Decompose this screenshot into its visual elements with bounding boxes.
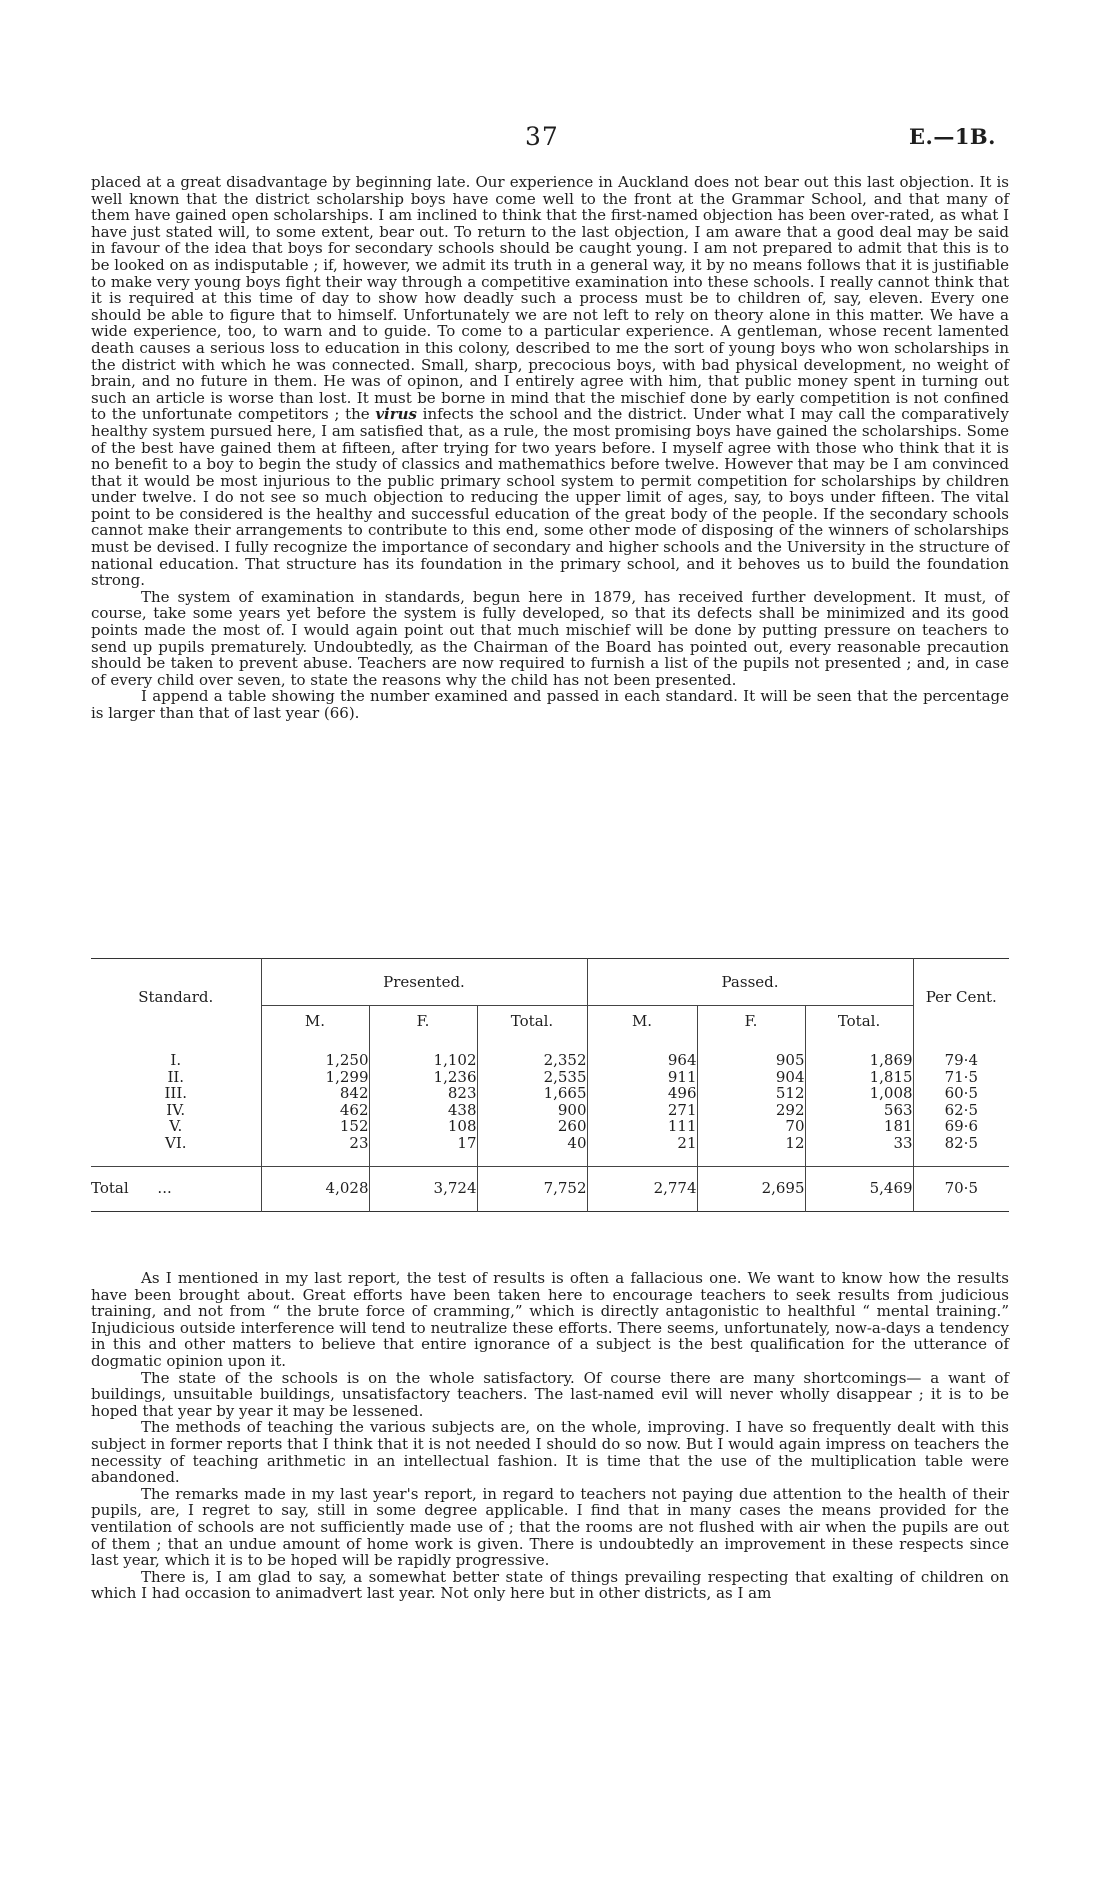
cell-total-label: Total ... <box>91 1166 261 1211</box>
table-row <box>91 1135 1009 1166</box>
cell-presented-m: 1,299 <box>261 1069 369 1086</box>
standards-results-table <box>91 958 1009 1212</box>
header-presented-m: M. <box>261 1006 369 1037</box>
header-standard: Standard. <box>138 988 214 1007</box>
cell-presented-total: 2,352 <box>477 1036 587 1069</box>
cell-per-cent: 62·5 <box>913 1102 1009 1119</box>
cell-presented-f: 108 <box>369 1118 477 1135</box>
text-block-bottom <box>91 1270 1009 1602</box>
standards-table-wrapper <box>91 958 1009 1212</box>
paragraph: I append a table showing the number examined and passed in each standard. It will be seen that the percentage is larger than that of last year (66). <box>91 687 1009 722</box>
italic-term: virus <box>375 405 417 424</box>
table-row <box>91 1102 1009 1119</box>
cell-passed-f: 904 <box>697 1069 805 1086</box>
header-passed-total: Total. <box>805 1006 913 1037</box>
cell-passed-total: 1,008 <box>805 1085 913 1102</box>
table-row <box>91 1069 1009 1086</box>
header-passed-f: F. <box>697 1006 805 1037</box>
cell-passed-m: 911 <box>587 1069 697 1086</box>
cell-passed-m: 496 <box>587 1085 697 1102</box>
header-presented: Presented. <box>261 959 587 1006</box>
cell-passed-f: 905 <box>697 1036 805 1069</box>
cell-passed-f: 12 <box>697 1135 805 1166</box>
cell-passed-f: 512 <box>697 1085 805 1102</box>
cell-passed-total: 181 <box>805 1118 913 1135</box>
header-presented-total: Total. <box>477 1006 587 1037</box>
cell-presented-m: 1,250 <box>261 1036 369 1069</box>
cell-presented-m: 23 <box>261 1135 369 1166</box>
paragraph: The remarks made in my last year's report, in regard to teachers not paying due attention to the health of their pupils, are, I regret to say, still in some degree applicable. I find that in many cases the means provided for the ventilation of schools are not sufficiently made use of ; that the rooms are not flushed with air when the pupils are out of them ; that an undue amount of home work is given. There is undoubtedly an improvement in these respects since last year, which it is to be hoped will be rapidly progressive. <box>91 1484 1009 1570</box>
cell-standard: VI. <box>164 1133 187 1152</box>
document-reference: E.—1B. <box>909 124 996 149</box>
header-passed-m: M. <box>587 1006 697 1037</box>
cell-presented-f: 1,236 <box>369 1069 477 1086</box>
paragraph: The state of the schools is on the whole satisfactory. Of course there are many shortcomings— a want of buildings, unsuitable buildings, unsatisfactory teachers. The last-named evil will never wholly disappear ; it is to be hoped that year by year it may be lessened. <box>91 1368 1009 1420</box>
cell-per-cent: 71·5 <box>913 1069 1009 1086</box>
cell-presented-f: 1,102 <box>369 1036 477 1069</box>
cell-per-cent: 60·5 <box>913 1085 1009 1102</box>
cell-passed-total: 33 <box>805 1135 913 1166</box>
cell-total-per-cent: 70·5 <box>913 1166 1009 1211</box>
cell-passed-total: 1,869 <box>805 1036 913 1069</box>
paragraph: There is, I am glad to say, a somewhat better state of things prevailing respecting that exalting of children on which I had occasion to animadvert last year. Not only here but in other districts, as I am <box>91 1567 1009 1603</box>
cell-presented-f: 823 <box>369 1085 477 1102</box>
cell-passed-total: 563 <box>805 1102 913 1119</box>
cell-passed-f: 70 <box>697 1118 805 1135</box>
header-passed: Passed. <box>587 959 913 1006</box>
cell-total-presented-total: 7,752 <box>477 1166 587 1211</box>
cell-presented-total: 260 <box>477 1118 587 1135</box>
cell-total-passed-total: 5,469 <box>805 1166 913 1211</box>
cell-passed-m: 271 <box>587 1102 697 1119</box>
cell-presented-total: 2,535 <box>477 1069 587 1086</box>
cell-standard: IV. <box>166 1100 186 1119</box>
paragraph: The system of examination in standards, begun here in 1879, has received further development. It must, of course, take some years yet before the system is fully developed, so that its defects shall be minimized and its good points made the most of. I would again point out that much mischief will be done by putting pressure on teachers to send up pupils prematurely. Undoubtedly, as the Chairman of the Board has pointed out, every reasonable precaution should be taken to prevent abuse. Teachers are now required to furnish a list of the pupils not presented ; and, in case of every child over seven, to state the reasons why the child has not been presented. <box>91 587 1009 689</box>
table-row <box>91 1118 1009 1135</box>
cell-passed-f: 292 <box>697 1102 805 1119</box>
cell-presented-m: 842 <box>261 1085 369 1102</box>
cell-standard: II. <box>167 1067 185 1086</box>
cell-presented-m: 462 <box>261 1102 369 1119</box>
paragraph: The methods of teaching the various subjects are, on the whole, improving. I have so frequently dealt with this subject in former reports that I think that it is not needed I should do so now. But I would again impress on teachers the necessity of teaching arithmetic in an intellectual fashion. It is time that the use of the multiplication table were abandoned. <box>91 1418 1009 1487</box>
table-row <box>91 1085 1009 1102</box>
cell-presented-total: 40 <box>477 1135 587 1166</box>
cell-presented-m: 152 <box>261 1118 369 1135</box>
cell-passed-total: 1,815 <box>805 1069 913 1086</box>
text-block-top <box>91 174 1009 722</box>
paragraph: placed at a great disadvantage by beginning late. Our experience in Auckland does not bear out this last objection. It is well known that the district scholarship boys have come well to the front at the Grammar School, and that many of them have gained open scholarships. I am inclined to think that the first-named objection has been over-rated, as what I have just stated will, to some extent, bear out. To return to the last objection, I am aware that a good deal may be said in favour of the idea that boys for secondary schools should be caught young. I am not prepared to admit that this is to be looked on as indisputable ; if, however, we admit its truth in a general way, it by no means follows that it is justifiable to make very young boys fight their way through a competitive examination into these schools. I really cannot think that it is required at this time of day to show how deadly such a process must be to children of, say, eleven. Every one should be able to figure that to himself. Unfortunately we are not left to rely on theory alone in this matter. We have a wide experience, too, to warn and to guide. To come to a particular experience. A gentleman, whose recent lamented death causes a serious loss to education in this colony, described to me the sort of young boys who won scholarships in the district with which he was connected. Small, sharp, precocious boys, with bad physical development, no weight of brain, and no future in them. He was of opinon, and I entirely agree with him, that public money spent in turning out such an article is worse than lost. It must be borne in mind that the mischief done by early competition is not confined to the unfortunate competitors ; the virus infects the school and the district. Under what I may call the comparatively healthy system pursued here, I am satisfied that, as a rule, the most promising boys have gained the scholarships. Some of the best have gained them at fifteen, after trying for two years before. I myself agree with those who think that it is no benefit to a boy to begin the study of classics and mathemathics before twelve. However that may be I am convinced that it would be most injurious to the public primary school system to permit competition for scholarships by children under twelve. I do not see so much objection to reducing the upper limit of ages, say, to boys under fifteen. The vital point to be considered is the healthy and successful education of the great body of the people. If the secondary schools cannot make their arrangements to contribute to this end, some other mode of disposing of the winners of scholarships must be devised. I fully recognize the importance of secondary and higher schools and the University in the structure of national education. That structure has its foundation in the primary school, and it behoves us to build the foundation strong. <box>91 173 1009 590</box>
cell-standard: III. <box>164 1084 188 1103</box>
table-row <box>91 1036 1009 1069</box>
paragraph: As I mentioned in my last report, the test of results is often a fallacious one. We want to know how the results have been brought about. Great efforts have been taken here to encourage teachers to seek results from judicious training, and not from “ the brute force of cramming,” which is directly antagonistic to healthful “ mental training.” Injudicious outside interference will tend to neutralize these efforts. There seems, unfortunately, now-a-days a tendency in this and other matters to believe that entire ignorance of a subject is the best qualification for the utterance of dogmatic opinion upon it. <box>91 1269 1009 1370</box>
cell-total-passed-f: 2,695 <box>697 1166 805 1211</box>
cell-per-cent: 82·5 <box>913 1135 1009 1166</box>
cell-total-passed-m: 2,774 <box>587 1166 697 1211</box>
cell-presented-total: 1,665 <box>477 1085 587 1102</box>
cell-passed-m: 111 <box>587 1118 697 1135</box>
header-per-cent: Per Cent. <box>913 959 1009 1037</box>
cell-passed-m: 964 <box>587 1036 697 1069</box>
table-total-row <box>91 1166 1009 1211</box>
cell-total-presented-m: 4,028 <box>261 1166 369 1211</box>
page-number: 37 <box>525 122 559 151</box>
cell-presented-f: 438 <box>369 1102 477 1119</box>
header-presented-f: F. <box>369 1006 477 1037</box>
cell-passed-m: 21 <box>587 1135 697 1166</box>
cell-standard: V. <box>169 1117 183 1136</box>
cell-per-cent: 69·6 <box>913 1118 1009 1135</box>
cell-total-presented-f: 3,724 <box>369 1166 477 1211</box>
cell-per-cent: 79·4 <box>913 1036 1009 1069</box>
cell-standard: I. <box>170 1051 182 1069</box>
cell-presented-f: 17 <box>369 1135 477 1166</box>
cell-presented-total: 900 <box>477 1102 587 1119</box>
